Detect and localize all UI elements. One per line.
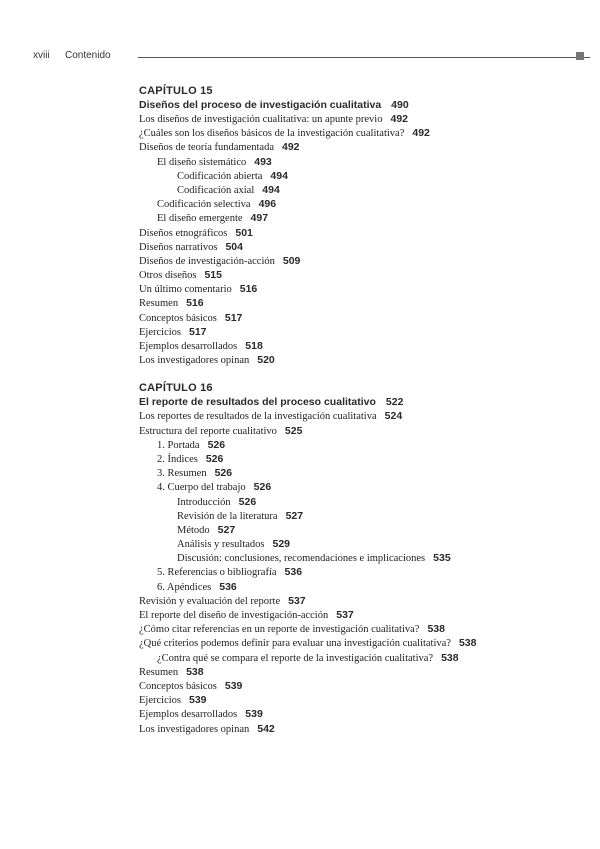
toc-entry[interactable] — [139, 311, 579, 325]
toc-entry[interactable] — [139, 126, 579, 140]
toc-entry-page: 494 — [270, 169, 288, 182]
toc-entry-title: Los reportes de resultados de la investigación cualitativa — [139, 411, 377, 423]
toc-entry[interactable] — [139, 155, 579, 169]
toc-entry-title: Ejercicios — [139, 695, 181, 707]
toc-entry-page: 492 — [390, 113, 409, 125]
toc-entry[interactable] — [139, 452, 579, 466]
header-rule-end — [584, 57, 590, 58]
toc-entry-page: 501 — [235, 226, 253, 239]
toc-entry-title: Otros diseños — [139, 270, 197, 282]
running-header — [33, 50, 588, 66]
toc-entry-page: 525 — [284, 424, 303, 437]
toc-entry[interactable] — [139, 211, 579, 225]
toc-entry-title: Diseños de investigación-acción — [139, 255, 275, 267]
toc-entry[interactable] — [139, 282, 579, 296]
toc-entry-page: 526 — [238, 495, 257, 508]
toc-entry-title: Estructura del reporte cualitativo — [139, 425, 277, 437]
toc-entry-page: 538 — [427, 623, 445, 636]
toc-entry[interactable] — [139, 140, 579, 154]
toc-entry[interactable] — [139, 495, 579, 509]
header-marker — [576, 52, 584, 60]
toc-entry-title: Los investigadores opinan — [139, 723, 250, 735]
toc-entry-page: 538 — [441, 651, 459, 664]
toc-entry[interactable] — [139, 183, 579, 197]
toc-entry-page: 516 — [239, 283, 258, 296]
toc-entry-page: 517 — [188, 325, 207, 338]
toc-entry-page: 492 — [282, 141, 300, 154]
toc-entry-page: 537 — [336, 609, 354, 621]
toc-entry[interactable] — [139, 707, 579, 721]
toc-entry-page: 538 — [458, 637, 477, 650]
toc-entry[interactable] — [139, 622, 579, 636]
toc-entry-title: 4. Cuerpo del trabajo — [157, 482, 246, 494]
toc-entry[interactable] — [139, 693, 579, 707]
toc-entry-title: Resumen — [139, 298, 179, 310]
toc-entry-title: Los diseños de investigación cualitativa: un apunte previo — [139, 114, 383, 125]
toc-entry-title: 6. Apéndices — [157, 581, 212, 593]
toc-entry-title: Diseños de teoría fundamentada — [139, 142, 274, 154]
toc-entry-page: 524 — [384, 410, 403, 423]
toc-entry-title: El diseño emergente — [157, 213, 243, 225]
toc-entry-page: 504 — [225, 240, 243, 253]
toc-entry-page: 492 — [412, 127, 430, 140]
chapter-title[interactable] — [139, 395, 579, 409]
toc-entry-page: 497 — [250, 212, 269, 225]
chapter-title-text: Diseños del proceso de investigación cualitativa — [139, 99, 382, 111]
toc-entry-title: ¿Qué criterios podemos definir para evaluar una investigación cualitativa? — [139, 638, 451, 650]
toc-entry-page: 520 — [257, 354, 275, 367]
toc-entry-page: 518 — [245, 340, 263, 352]
toc-entry[interactable] — [139, 466, 579, 480]
toc-entry[interactable] — [139, 651, 579, 665]
toc-entry[interactable] — [139, 353, 579, 367]
toc-entry-title: Revisión y evaluación del reporte — [139, 595, 281, 607]
toc-entry-title: ¿Cuáles son los diseños básicos de la investigación cualitativa? — [139, 128, 405, 140]
chapter-block — [139, 84, 579, 367]
toc-entry-page: 496 — [258, 198, 277, 211]
toc-entry[interactable] — [139, 722, 579, 736]
toc-entry[interactable] — [139, 268, 579, 282]
toc-entry[interactable] — [139, 254, 579, 268]
toc-entry-page: 516 — [186, 297, 204, 310]
toc-entry-page: 536 — [219, 580, 237, 593]
chapter-page-number: 522 — [385, 396, 404, 409]
toc-entry[interactable] — [139, 665, 579, 679]
toc-entry[interactable] — [139, 480, 579, 494]
toc-entry-title: Los investigadores opinan — [139, 355, 250, 367]
toc-entry-page: 537 — [288, 594, 306, 607]
toc-entry[interactable] — [139, 296, 579, 310]
toc-entry[interactable] — [139, 608, 579, 622]
toc-entry-page: 539 — [188, 694, 207, 707]
toc-entry-page: 526 — [205, 452, 224, 465]
toc-entry[interactable] — [139, 169, 579, 183]
toc-entry[interactable] — [139, 594, 579, 608]
toc-entry-title: Diseños narrativos — [139, 241, 218, 253]
toc-entry-title: Codificación axial — [177, 184, 255, 196]
toc-entry-page: 542 — [257, 722, 275, 735]
toc-entry-page: 538 — [186, 665, 204, 678]
toc-entry-title: ¿Cómo citar referencias en un reporte de investigación cualitativa? — [139, 624, 420, 636]
toc-entry-title: Ejemplos desarrollados — [139, 709, 238, 721]
toc-entry-page: 539 — [224, 679, 243, 692]
toc-entry-title: ¿Contra qué se compara el reporte de la investigación cualitativa? — [157, 652, 434, 664]
toc-entry-title: Análisis y resultados — [177, 539, 265, 551]
toc-entry[interactable] — [139, 424, 579, 438]
toc-entry-title: El reporte del diseño de investigación-acción — [139, 610, 329, 621]
toc-entry[interactable] — [139, 509, 579, 523]
header-rule — [138, 57, 578, 58]
toc-entry[interactable] — [139, 112, 579, 126]
chapter-page-number: 490 — [391, 99, 409, 111]
chapter-label: CAPÍTULO 15 — [139, 85, 213, 97]
toc-entry[interactable] — [139, 339, 579, 353]
toc-entry-title: El diseño sistemático — [157, 156, 247, 168]
toc-entry-page: 535 — [433, 552, 451, 565]
toc-entry[interactable] — [139, 580, 579, 594]
toc-entry[interactable] — [139, 551, 579, 565]
toc-entry[interactable] — [139, 197, 579, 211]
toc-entry-title: Codificación selectiva — [157, 199, 251, 211]
chapter-label: CAPÍTULO 16 — [139, 382, 213, 395]
toc-entry-title: Revisión de la literatura — [177, 510, 278, 522]
toc-entry-page: 526 — [253, 481, 272, 494]
toc-entry-title: Conceptos básicos — [139, 312, 217, 324]
toc-entry-page: 515 — [204, 269, 222, 282]
toc-entry-page: 526 — [214, 467, 233, 480]
chapter-title-text: El reporte de resultados del proceso cualitativo — [139, 396, 376, 409]
toc-entry-title: 2. Índices — [157, 453, 198, 465]
toc-entry-title: Codificación abierta — [177, 170, 263, 182]
section-name: Contenido — [65, 50, 111, 61]
toc-entry-page: 527 — [217, 523, 236, 536]
chapter-block — [139, 381, 579, 735]
toc-entry[interactable] — [139, 325, 579, 339]
toc-entry[interactable] — [139, 438, 579, 452]
toc-entry-page: 536 — [284, 566, 303, 579]
toc-entry-title: 3. Resumen — [157, 468, 207, 480]
toc-entry-page: 517 — [224, 311, 243, 324]
toc-entry[interactable] — [139, 565, 579, 579]
toc-entry-title: Método — [177, 524, 210, 536]
toc-entry-title: Ejemplos desarrollados — [139, 341, 238, 352]
toc-entry-page: 494 — [262, 183, 280, 196]
toc-entry[interactable] — [139, 537, 579, 551]
toc-entry-title: Resumen — [139, 666, 179, 678]
toc-entry-title: Introducción — [177, 496, 231, 508]
table-of-contents — [139, 84, 579, 736]
toc-entry-title: Diseños etnográficos — [139, 227, 228, 239]
page-number: xviii — [33, 50, 50, 61]
toc-entry-page: 529 — [272, 538, 291, 551]
toc-entry[interactable] — [139, 523, 579, 537]
toc-entry-page: 539 — [245, 708, 263, 721]
chapter-title[interactable] — [139, 98, 579, 112]
toc-entry-page: 493 — [254, 155, 272, 168]
toc-entry-title: 5. Referencias o bibliografía — [157, 567, 277, 579]
toc-entry[interactable] — [139, 409, 579, 423]
toc-entry[interactable] — [139, 240, 579, 254]
toc-entry[interactable] — [139, 679, 579, 693]
toc-entry-title: Conceptos básicos — [139, 680, 217, 692]
toc-entry-title: Un último comentario — [139, 284, 232, 296]
toc-entry-title: Ejercicios — [139, 326, 181, 338]
toc-entry-page: 509 — [282, 254, 301, 267]
toc-entry-page: 527 — [285, 509, 304, 522]
toc-entry-title: Discusión: conclusiones, recomendaciones e implicaciones — [177, 553, 426, 565]
toc-entry[interactable] — [139, 636, 579, 650]
toc-entry[interactable] — [139, 226, 579, 240]
toc-entry-page: 526 — [207, 438, 226, 451]
toc-entry-title: 1. Portada — [157, 439, 200, 451]
